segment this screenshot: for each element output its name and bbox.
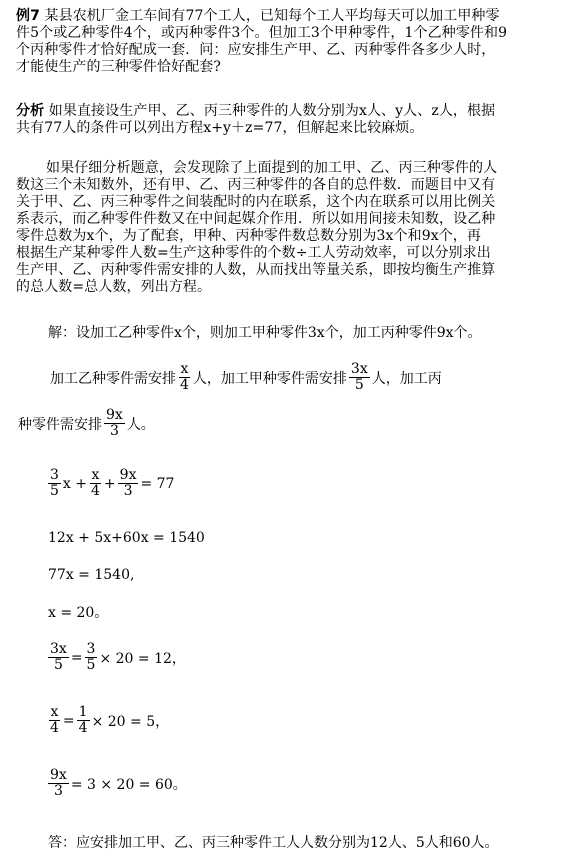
- detail-block: [16, 160, 566, 296]
- eq5-fraction-3-5: $\frac{3}{5}$: [86, 641, 96, 673]
- detail-line-3: 关于甲、乙、丙三种零件之间装配时的内在联系，这个内在联系可以用比例关: [16, 194, 496, 210]
- answer-line: 答：应安排加工甲、乙、丙三种零件工人人数分别为12人、5人和60人。: [48, 835, 499, 851]
- detail-line-7: 生产甲、乙、丙种零件需安排的人数，从而找出等量关系，即按均衡生产推算: [16, 262, 496, 278]
- eq1-fraction-9x-3: $\frac{9x}{3}$: [119, 467, 137, 499]
- eq6-text-2: × 20 = 5，: [91, 713, 170, 730]
- eq1-text-3: = 77: [140, 475, 175, 492]
- fraction-9x-over-3: $\frac{9x}{3}$: [106, 407, 123, 439]
- analysis-text-1: 如果直接设生产甲、乙、丙三种零件的人数分别为x人、y人、z人，根据: [44, 103, 496, 119]
- eq1-fraction-3-5: $\frac{3}{5}$: [50, 467, 59, 499]
- detail-line-5: 零件总数为x个，为了配套，甲种、丙种零件数总数分别为3x个和9x个，再: [16, 228, 481, 244]
- analysis-label: 分析: [16, 103, 45, 119]
- line1-text-3: 人，加工丙: [371, 370, 442, 387]
- fraction-3x-over-5: $\frac{3x}{5}$: [350, 361, 368, 393]
- eq6-fraction-1-4: $\frac{1}{4}$: [78, 704, 88, 736]
- eq1-text-1: x +: [62, 475, 87, 492]
- detail-line-1: 如果仔细分析题意，会发现除了上面提到的加工甲、乙、丙三种零件的人: [46, 160, 498, 176]
- detail-line-2: 数这三个未知数外，还有甲、乙、丙三种零件的各自的总件数．而题目中又有: [16, 177, 496, 193]
- eq5-text-2: × 20 = 12，: [99, 650, 186, 667]
- line2-text-1: 种零件需安排: [18, 416, 102, 433]
- equation-2: 12x + 5x+60x = 1540: [48, 530, 205, 546]
- eq5-text-1: =: [70, 649, 83, 666]
- example-line-2: 件5个或乙种零件4个，或丙种零件3个。但加工3个甲种零件，1个乙种零件和9: [16, 25, 508, 41]
- equation-6: [46, 705, 169, 736]
- equation-3: 77x = 1540,: [48, 567, 135, 583]
- eq6-fraction-x-4: $\frac{x}{4}$: [50, 704, 59, 736]
- eq5-fraction-3x-5: $\frac{3x}{5}$: [50, 641, 67, 673]
- eq7-fraction-9x-3: $\frac{9x}{3}$: [50, 767, 67, 799]
- detail-line-8: 的总人数=总人数，列出方程。: [16, 279, 212, 295]
- line2-text-2: 人。: [126, 416, 155, 433]
- equation-4: x = 20。: [48, 605, 109, 621]
- equation-7: [46, 768, 187, 799]
- example-text-1: 某县农机厂金工车间有77个工人，已知每个工人平均每天可以加工甲种零: [39, 8, 500, 24]
- analysis-line-2: 共有77人的条件可以列出方程x+y＋z=77，但解起来比较麻烦。: [16, 120, 424, 136]
- analysis-block: [16, 103, 566, 137]
- eq1-fraction-x-4: $\frac{x}{4}$: [91, 467, 100, 499]
- fraction-x-over-4: $\frac{x}{4}$: [180, 361, 189, 393]
- eq6-text-1: =: [62, 712, 75, 729]
- example-block: [16, 8, 566, 76]
- equation-5: [46, 642, 186, 673]
- analysis-line-1: [16, 103, 566, 120]
- eq7-text-1: = 3 × 20 = 60。: [70, 776, 187, 793]
- solution-line-1: [50, 362, 442, 393]
- example-line-1: [16, 8, 566, 25]
- solution-intro: 解：设加工乙种零件x个，则加工甲种零件3x个，加工丙种零件9x个。: [48, 325, 482, 341]
- equation-1: [46, 468, 174, 499]
- eq1-text-2: +: [103, 475, 116, 492]
- line1-text-1: 加工乙种零件需安排: [50, 370, 176, 387]
- detail-line-6: 根据生产某种零件人数=生产这种零件的个数÷工人劳动效率，可以分别求出: [16, 245, 491, 261]
- example-label: 例7: [16, 8, 40, 24]
- detail-line-4: 系表示，而乙种零件件数又在中间起媒介作用．所以如用间接未知数，设乙种: [16, 211, 496, 227]
- example-line-3: 个丙种零件才恰好配成一套．问：应安排生产甲、乙、丙种零件各多少人时，: [16, 42, 496, 58]
- solution-line-2: [18, 408, 155, 439]
- example-line-4: 才能使生产的三种零件恰好配套?: [16, 59, 222, 75]
- line1-text-2: 人，加工甲种零件需安排: [192, 370, 347, 387]
